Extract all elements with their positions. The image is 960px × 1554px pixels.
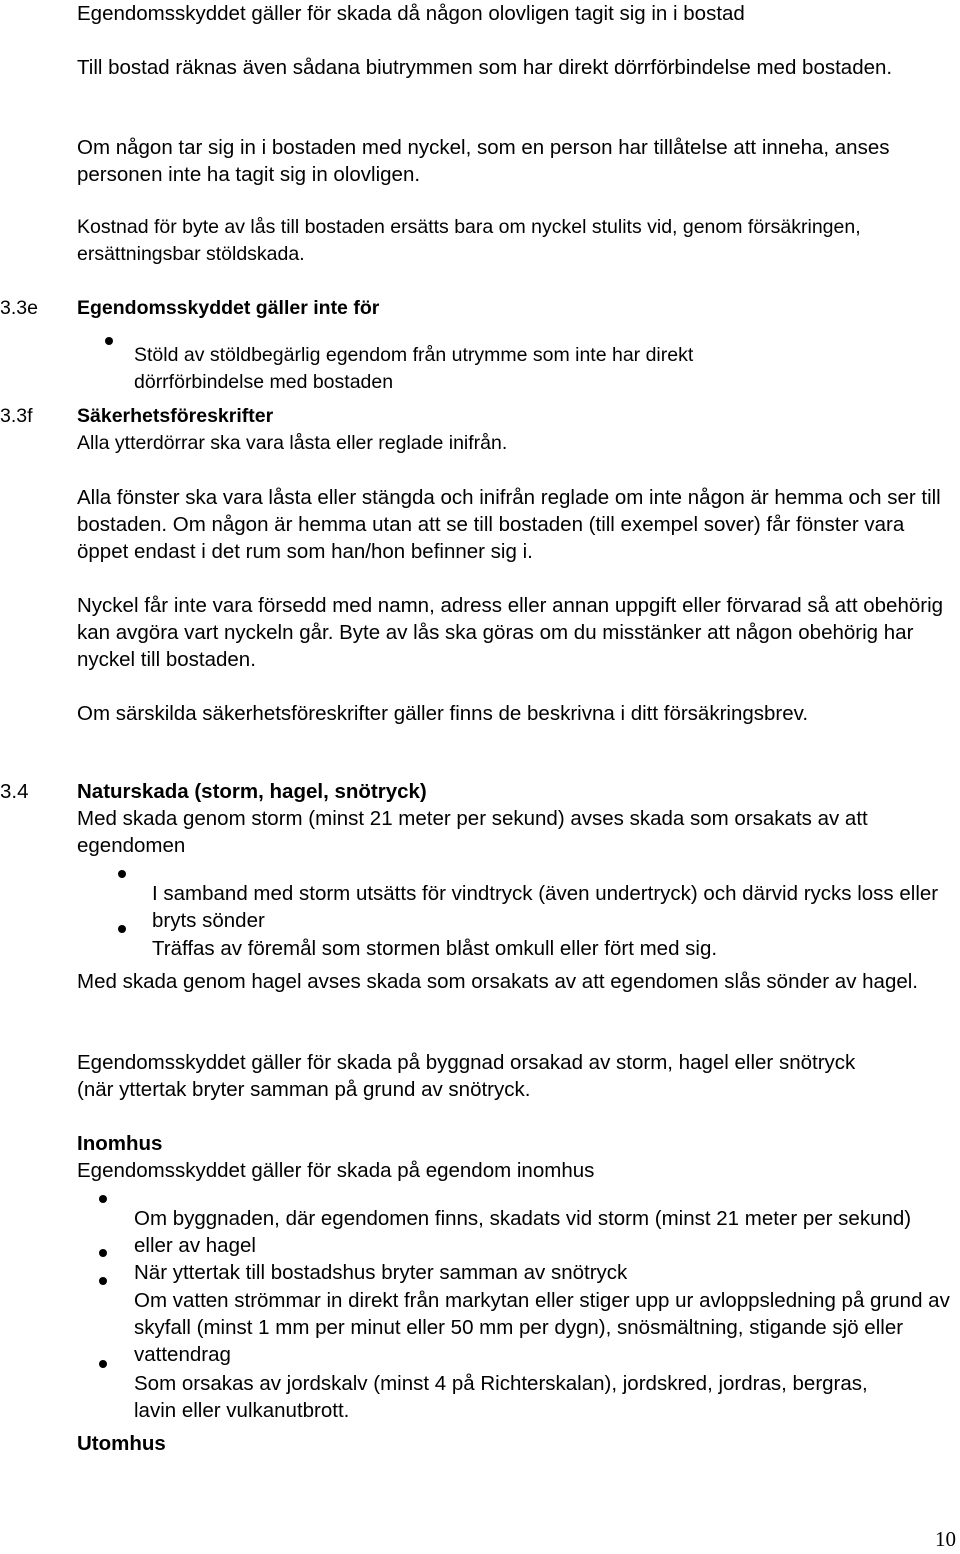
paragraph: Till bostad räknas även sådana biutrymmen som har direkt dörrförbindelse med bostaden. [77,56,893,79]
paragraph: Egendomsskyddet gäller för skada på byggnad orsakad av storm, hagel eller snötryck (när yttertak bryter samman på grund av snötryck. [77,1051,856,1101]
list-item: I samband med storm utsätts för vindtryck (även undertryck) och därvid rycks loss eller bryts sönder [152,881,939,932]
paragraph: Om särskilda säkerhetsföreskrifter gäller finns de beskrivna i ditt försäkringsbrev. [77,702,809,725]
bullet-icon [99,1195,107,1203]
paragraph: Nyckel får inte vara försedd med namn, adress eller annan uppgift eller förvarad så att obehörig kan avgöra vart nyckeln går. Byte av lås ska göras om du misstänker att någon obehörig har nyckel till bostaden. [77,594,944,671]
section-heading: Egendomsskyddet gäller inte för [77,297,380,319]
bullet-icon [99,1277,107,1285]
section-heading: Säkerhetsföreskrifter [77,405,274,427]
page-number: 10 [935,1527,956,1551]
paragraph: Egendomsskyddet gäller för skada då någon olovligen tagit sig in i bostad [77,2,745,25]
bullet-icon [99,1249,107,1257]
list-item: Som orsakas av jordskalv (minst 4 på Richterskalan), jordskred, jordras, bergras, lavin eller vulkanutbrott. [134,1371,868,1422]
paragraph: Alla ytterdörrar ska vara låsta eller reglade inifrån. [77,432,508,454]
bullet-icon [99,1360,107,1368]
bullet-icon [118,870,126,878]
paragraph: Om någon tar sig in i bostaden med nyckel, som en person har tillåtelse att inneha, anses personen inte ha tagit sig in olovligen. [77,136,890,186]
list-item: Stöld av stöldbegärlig egendom från utrymme som inte har direkt dörrförbindelse med bostaden [134,343,694,393]
paragraph: Alla fönster ska vara låsta eller stängda och inifrån reglade om inte någon är hemma och ser till bostaden. Om någon är hemma utan att se till bostaden (till exempel sover) får fönster vara öppet endast i det rum som han/hon befinner sig i. [77,486,941,563]
section-number: 3.4 [0,780,29,803]
list-item: Om byggnaden, där egendomen finns, skadats vid storm (minst 21 meter per sekund) eller av hagel [134,1206,912,1257]
paragraph: Egendomsskyddet gäller för skada på egendom inomhus [77,1159,595,1182]
section-heading: Naturskada (storm, hagel, snötryck) [77,780,427,803]
paragraph: Med skada genom hagel avses skada som orsakats av att egendomen slås sönder av hagel. [77,970,918,993]
bullet-icon [105,337,113,345]
bullet-icon [118,925,126,933]
section-number: 3.3e [0,297,38,319]
section-number: 3.3f [0,405,33,427]
list-item: När yttertak till bostadshus bryter samman av snötryck [134,1260,628,1284]
paragraph: Kostnad för byte av lås till bostaden ersätts bara om nyckel stulits vid, genom försäkringen, ersättningsbar stöldskada. [77,216,861,265]
paragraph: Med skada genom storm (minst 21 meter per sekund) avses skada som orsakats av att egendomen [77,807,868,857]
list-item: Om vatten strömmar in direkt från markytan eller stiger upp ur avloppsledning på grund av skyfall (minst 1 mm per minut eller 50 mm per dygn), snösmältning, stigande sjö eller vattendrag [134,1288,950,1366]
list-item: Träffas av föremål som stormen blåst omkull eller fört med sig. [152,936,718,960]
subheading-utomhus: Utomhus [77,1432,166,1455]
subheading-inomhus: Inomhus [77,1132,163,1155]
